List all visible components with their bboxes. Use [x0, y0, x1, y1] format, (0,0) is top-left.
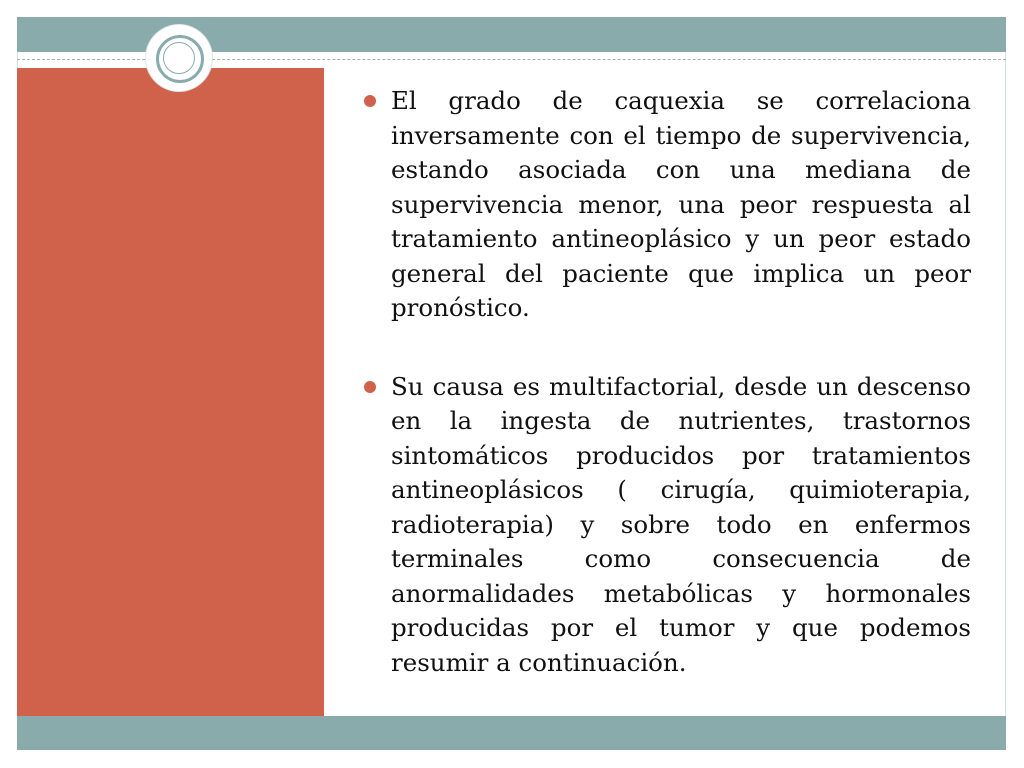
side-panel [17, 68, 324, 716]
circle-ring-icon [146, 25, 212, 91]
bullet-text: Su causa es multifactorial, desde un descenso en la ingesta de nutrientes, trastornos sintomáticos producidos por tratamientos antineoplásicos ( cirugía, quimioterapia, radioterapia) y sobre todo en enfermos terminales como consecuencia de anormalidades metabólicas y hormonales producidas por el tumor y que podemos resumir a continuación. [391, 371, 971, 677]
bullet-text: El grado de caquexia se correlaciona inversamente con el tiempo de supervivencia, estando asociada con una mediana de supervivencia menor, una peor respuesta al tratamiento antineoplásico y un peor estado general del paciente que implica un peor pronóstico. [391, 86, 971, 322]
bullet-item [364, 370, 971, 681]
bullet-dot-icon [364, 95, 376, 107]
bullet-dot-icon [364, 381, 376, 393]
bullet-item [364, 84, 971, 326]
medallion-inner-ring [163, 42, 195, 74]
bullet-list [364, 84, 971, 724]
